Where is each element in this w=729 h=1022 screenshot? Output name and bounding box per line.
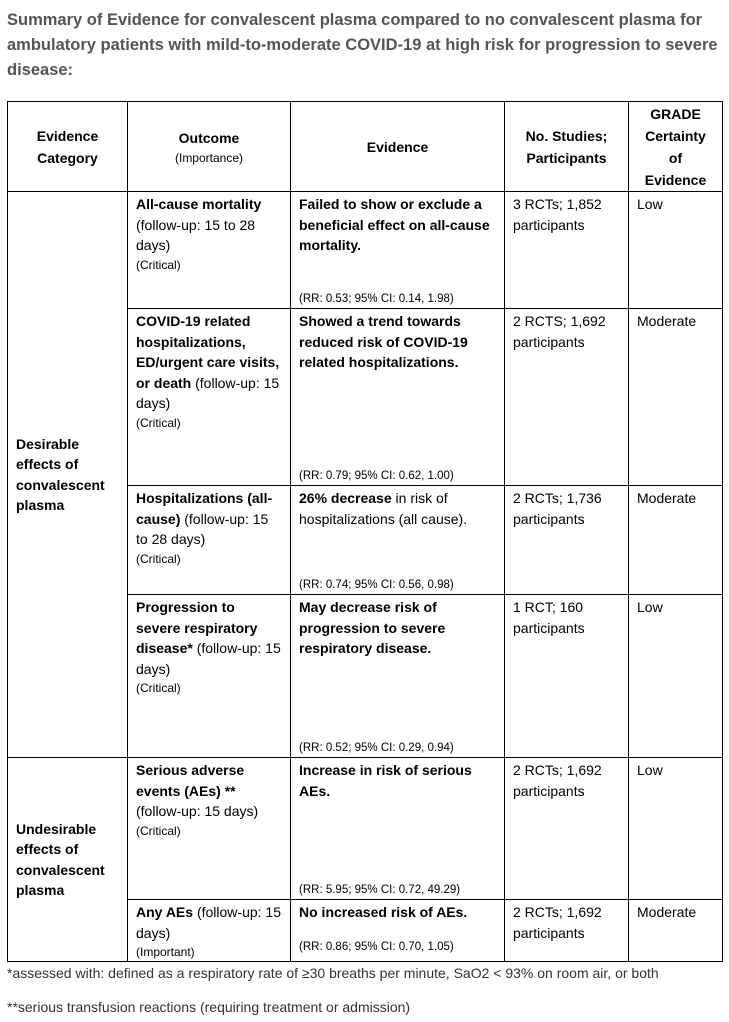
outcome-name: Any AEs	[136, 904, 194, 920]
outcome-name: COVID-19 related hospitalizations, ED/urgent care visits, or death	[136, 313, 280, 391]
outcome-importance: (Critical)	[136, 681, 181, 695]
studies-value: 2 RCTS; 1,692 participants	[513, 313, 606, 350]
header-grade: GRADE Certainty of Evidence	[629, 102, 723, 192]
outcome-cell	[128, 758, 291, 900]
outcome-name: Progression to severe respiratory disease*	[136, 599, 258, 656]
outcome-importance: (Critical)	[136, 415, 181, 430]
evidence-summary: No increased risk of AEs.	[299, 904, 468, 920]
studies-cell	[505, 758, 629, 900]
evidence-cell	[291, 595, 505, 758]
page-title: Summary of Evidence for convalescent plasma compared to no convalescent plasma for ambulatory patients with mild-to-moderate COVID-19 at high risk for progression to severe disease:	[7, 11, 718, 79]
outcome-followup: (follow-up: 15 days)	[136, 640, 281, 677]
confidence-interval: (RR: 0.86; 95% CI: 0.70, 1.05)	[299, 941, 454, 953]
studies-value: 2 RCTs; 1,692 participants	[513, 762, 602, 799]
evidence-cell	[291, 486, 505, 595]
grade-cell	[629, 486, 723, 595]
footnote-severe-disease: *assessed with: defined as a respiratory rate of ≥30 breaths per minute, SaO2 < 93% on room air, or both	[7, 965, 659, 981]
studies-value: 2 RCTs; 1,692 participants	[513, 904, 602, 941]
outcome-importance: (Critical)	[136, 257, 181, 272]
evidence-detail: in risk of hospitalizations (all cause).	[299, 490, 468, 527]
outcome-name: Hospitalizations (all-cause)	[136, 490, 273, 527]
outcome-followup: (follow-up: 15 to 28 days)	[136, 216, 256, 253]
confidence-interval: (RR: 0.53; 95% CI: 0.14, 1.98)	[299, 293, 454, 305]
outcome-name: Serious adverse events (AEs) **	[136, 762, 245, 799]
outcome-cell	[128, 309, 291, 486]
outcome-importance: (Critical)	[136, 823, 181, 838]
outcome-followup: (follow-up: 15 days)	[136, 904, 281, 941]
studies-cell	[505, 595, 629, 758]
grade-cell	[629, 192, 723, 309]
grade-value: Low	[637, 196, 663, 212]
evidence-summary: May decrease risk of progression to severe respiratory disease.	[299, 599, 446, 656]
table-row	[8, 192, 723, 309]
outcome-followup: (follow-up: 15 days)	[136, 803, 259, 819]
evidence-cell	[291, 900, 505, 962]
outcome-cell	[128, 192, 291, 309]
evidence-summary: Showed a trend towards reduced risk of COVID-19 related hospitalizations.	[299, 313, 468, 370]
footnote-serious-ae: **serious transfusion reactions (requiring treatment or admission)	[7, 999, 411, 1015]
studies-cell	[505, 486, 629, 595]
header-outcome	[128, 102, 291, 192]
studies-value: 3 RCTs; 1,852 participants	[513, 196, 602, 233]
studies-cell	[505, 309, 629, 486]
evidence-cell	[291, 309, 505, 486]
grade-value: Moderate	[637, 904, 697, 920]
outcome-cell	[128, 900, 291, 962]
header-row	[8, 102, 723, 192]
grade-cell	[629, 309, 723, 486]
header-evidence: Evidence	[291, 102, 505, 192]
grade-cell	[629, 758, 723, 900]
studies-cell	[505, 192, 629, 309]
table-row	[8, 758, 723, 900]
confidence-interval: (RR: 0.79; 95% CI: 0.62, 1.00)	[299, 470, 454, 482]
studies-value: 1 RCT; 160 participants	[513, 599, 585, 636]
category-undesirable: Undesirable effects of convalescent plasma	[8, 758, 128, 962]
category-desirable: Desirable effects of convalescent plasma	[8, 192, 128, 758]
outcome-importance: (Critical)	[136, 551, 181, 566]
header-studies: No. Studies; Participants	[505, 102, 629, 192]
grade-value: Moderate	[637, 313, 697, 329]
outcome-followup: (follow-up: 15 days)	[136, 374, 280, 411]
outcome-cell	[128, 595, 291, 758]
evidence-cell	[291, 758, 505, 900]
studies-value: 2 RCTs; 1,736 participants	[513, 490, 602, 527]
evidence-summary: Failed to show or exclude a beneficial effect on all-cause mortality.	[299, 196, 490, 253]
grade-value: Moderate	[637, 490, 697, 506]
evidence-cell	[291, 192, 505, 309]
grade-value: Low	[637, 762, 663, 778]
outcome-name: All-cause mortality	[136, 196, 262, 212]
outcome-importance: (Important)	[136, 945, 195, 959]
outcome-followup: (follow-up: 15 to 28 days)	[136, 510, 269, 547]
grade-value: Low	[637, 599, 663, 615]
evidence-summary: 26% decrease	[299, 490, 392, 506]
evidence-summary: Increase in risk of serious AEs.	[299, 762, 472, 799]
confidence-interval: (RR: 0.74; 95% CI: 0.56, 0.98)	[299, 579, 454, 591]
studies-cell	[505, 900, 629, 962]
evidence-table	[7, 101, 723, 962]
outcome-cell	[128, 486, 291, 595]
header-category: Evidence Category	[8, 102, 128, 192]
grade-cell	[629, 595, 723, 758]
header-outcome-importance: (Importance)	[174, 150, 244, 165]
confidence-interval: (RR: 5.95; 95% CI: 0.72, 49.29)	[299, 884, 461, 896]
grade-cell	[629, 900, 723, 962]
header-outcome-label: Outcome	[178, 129, 240, 146]
confidence-interval: (RR: 0.52; 95% CI: 0.29, 0.94)	[299, 742, 454, 754]
